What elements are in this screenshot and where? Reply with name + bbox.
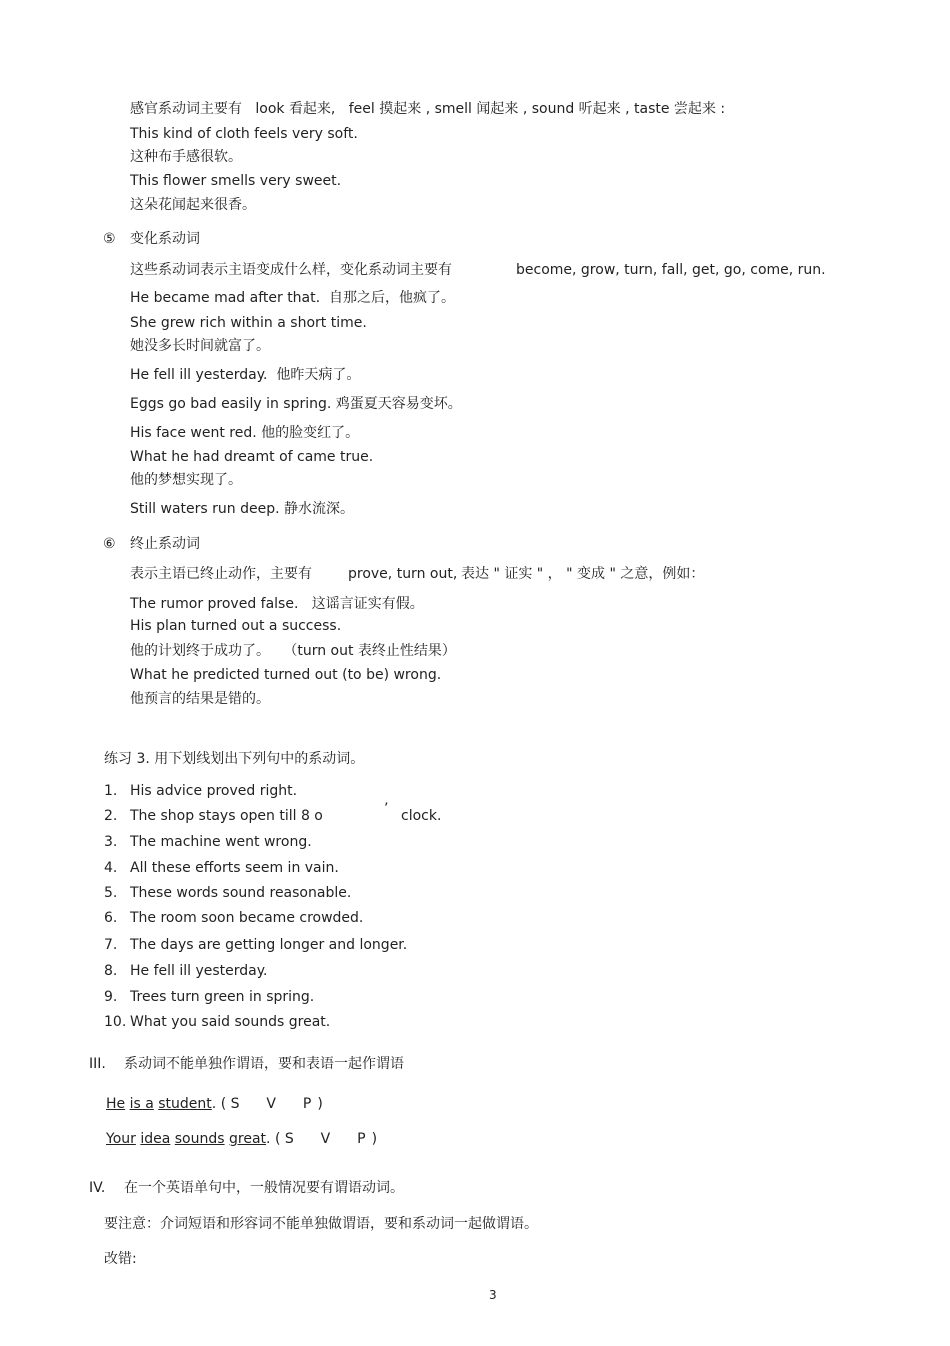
example-line: 这种布手感很软。	[130, 149, 242, 165]
correction-label: 改错:	[104, 1251, 137, 1267]
sense-list-1: look 看起来,	[255, 101, 336, 117]
example-line: This kind of cloth feels very soft.	[130, 126, 358, 142]
sense-verbs-intro	[130, 100, 725, 118]
list-item-number: 5.	[104, 885, 118, 901]
section-5-desc-zh: 这些系动词表示主语变成什么样，变化系动词主要有	[130, 262, 452, 278]
list-item: He fell ill yesterday.	[130, 963, 268, 979]
list-item-tail: clock.	[401, 808, 442, 824]
paren-open: . (	[211, 1096, 227, 1112]
section-5-marker: ⑤	[103, 231, 116, 247]
example-line: His face went red. 他的脸变红了。	[130, 425, 360, 441]
example-line: His plan turned out a success.	[130, 618, 342, 634]
section-5-desc-en: become, grow, turn, fall, get, go, come, run.	[516, 262, 826, 278]
list-item: The machine went wrong.	[130, 834, 312, 850]
paren-open: . (	[266, 1131, 281, 1147]
list-item-number: 6.	[104, 910, 118, 926]
list-item: Trees turn green in spring.	[130, 989, 315, 1005]
example-line: 他预言的结果是错的。	[130, 691, 270, 707]
section-4-note: 要注意：介词短语和形容词不能单独做谓语，要和系动词一起做谓语。	[104, 1216, 538, 1232]
example-line: 他的计划终于成功了。 （turn out 表终止性结果）	[130, 643, 456, 659]
section-3-title: 系动词不能单独作谓语，要和表语一起作谓语	[124, 1056, 404, 1072]
predicative: great	[229, 1131, 267, 1147]
list-item-number: 8.	[104, 963, 118, 979]
example-line: The rumor proved false. 这谣言证实有假。	[130, 596, 424, 612]
example-line: What he predicted turned out (to be) wrong.	[130, 667, 442, 683]
sense-list-2: feel 摸起来 , smell 闻起来 , sound 听起来 , taste 尝起来 :	[348, 101, 726, 117]
example-line: What he had dreamt of came true.	[130, 449, 374, 465]
example-line: 这朵花闻起来很香。	[130, 197, 256, 213]
verb: sounds	[174, 1131, 225, 1147]
list-item: All these efforts seem in vain.	[130, 860, 339, 876]
example-line: Still waters run deep. 静水流深。	[130, 501, 354, 517]
paren-close: )	[317, 1096, 323, 1112]
section-6-marker: ⑥	[103, 536, 116, 552]
list-item: What you said sounds great.	[130, 1014, 331, 1030]
list-item: The shop stays open till 8 o	[130, 808, 323, 824]
example-line: This flower smells very sweet.	[130, 173, 342, 189]
section-6-title: 终止系动词	[130, 536, 200, 552]
verb: is a	[129, 1096, 154, 1112]
list-item-number: 9.	[104, 989, 118, 1005]
page-number: 3	[489, 1288, 497, 1302]
sense-prefix: 感官系动词主要有	[130, 101, 242, 117]
section-4-numeral: IV.	[89, 1180, 106, 1196]
subject-noun: idea	[140, 1131, 171, 1147]
paren-close: )	[371, 1131, 378, 1147]
list-item-number: 1.	[104, 783, 118, 799]
section-6-desc-en: prove, turn out,	[348, 566, 458, 582]
list-item: His advice proved right.	[130, 783, 298, 799]
predicative: student	[158, 1096, 212, 1112]
svp-example-2	[106, 1130, 377, 1148]
section-3-numeral: III.	[89, 1056, 106, 1072]
svp-label: S V P	[230, 1096, 318, 1112]
svp-label: S V P	[284, 1131, 372, 1147]
section-6-desc-zh2: 表达 " 证实 " ， " 变成 " 之意，例如：	[461, 566, 705, 582]
example-line: He became mad after that. 自那之后，他疯了。	[130, 290, 455, 306]
example-line: He fell ill yesterday. 他昨天病了。	[130, 367, 361, 383]
section-4-title: 在一个英语单句中，一般情况要有谓语动词。	[124, 1180, 404, 1196]
list-item-number: 7.	[104, 937, 118, 953]
subject: He	[106, 1096, 126, 1112]
list-item: These words sound reasonable.	[130, 885, 352, 901]
list-item: The days are getting longer and longer.	[130, 937, 408, 953]
list-item-number: 10.	[104, 1014, 127, 1030]
subject: Your	[106, 1131, 136, 1147]
svp-example-1	[106, 1095, 323, 1113]
example-line: 她没多长时间就富了。	[130, 338, 270, 354]
section-6-desc-zh1: 表示主语已终止动作，主要有	[130, 566, 312, 582]
exercise-title: 练习 3. 用下划线划出下列句中的系动词。	[104, 751, 365, 767]
list-item: The room soon became crowded.	[130, 910, 364, 926]
apostrophe: ’	[384, 801, 389, 817]
list-item-number: 2.	[104, 808, 118, 824]
example-line: 他的梦想实现了。	[130, 472, 242, 488]
list-item-number: 3.	[104, 834, 118, 850]
example-line: Eggs go bad easily in spring. 鸡蛋夏天容易变坏。	[130, 396, 462, 412]
list-item-number: 4.	[104, 860, 118, 876]
section-5-title: 变化系动词	[130, 231, 200, 247]
example-line: She grew rich within a short time.	[130, 315, 367, 331]
